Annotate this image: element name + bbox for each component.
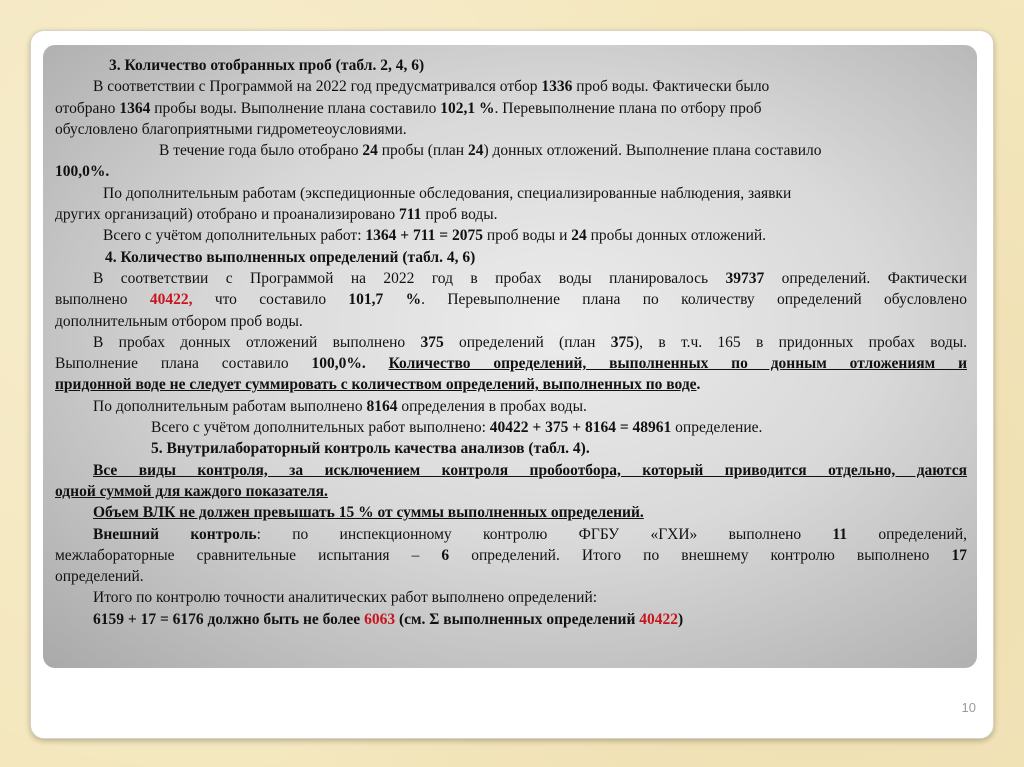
content-panel — [43, 45, 977, 668]
paragraph-line: Всего с учётом дополнительных работ выполнено: 40422 + 375 + 8164 = 48961 определение. — [151, 419, 763, 437]
paragraph-line: Объем ВЛК не должен превышать 15 % от суммы выполненных определений. — [93, 504, 644, 522]
paragraph-line: Итого по контролю точности аналитических работ выполнено определений: — [93, 589, 598, 607]
paragraph-line: В соответствии с Программой на 2022 год предусматривался отбор 1336 проб воды. Фактически было — [93, 78, 770, 96]
paragraph-line: По дополнительным работам выполнено 8164 определения в пробах воды. — [93, 397, 587, 415]
paragraph-line: межлабораторные сравнительные испытания – 6 определений. Итого по внешнему контролю выполнено 17 — [55, 546, 967, 564]
section-5-heading: 5. Внутрилабораторный контроль качества анализов (табл. 4). — [151, 440, 590, 458]
paragraph-line: Внешний контроль: по инспекционному контролю ФГБУ «ГХИ» выполнено 11 определений, — [93, 525, 967, 543]
paragraph-line: обусловлено благоприятными гидрометеоусловиями. — [55, 120, 407, 138]
paragraph-line: В течение года было отобрано 24 пробы (план 24) донных отложений. Выполнение плана составило — [159, 142, 822, 160]
section-3-heading: 3. Количество отобранных проб (табл. 2, 4, 6) — [109, 57, 425, 74]
paragraph-line: Всего с учётом дополнительных работ: 1364 + 711 = 2075 проб воды и 24 пробы донных отложений. — [103, 227, 767, 245]
paragraph-line: В соответствии с Программой на 2022 год в пробах воды планировалось 39737 определений. Фактически — [93, 269, 967, 287]
paragraph-line: отобрано 1364 пробы воды. Выполнение плана составило 102,1 %. Перевыполнение плана по отбору проб — [55, 99, 762, 117]
paragraph-line: выполнено 40422, что составило 101,7 %. Перевыполнение плана по количеству определений обусловлено — [55, 291, 967, 309]
paragraph-line: Выполнение плана составило 100,0%. Количество определений, выполненных по донным отложениям и — [55, 355, 968, 373]
section-4-heading: 4. Количество выполненных определений (табл. 4, 6) — [105, 248, 476, 266]
paragraph-line: По дополнительным работам (экспедиционные обследования, специализированные наблюдения, заявки — [103, 184, 792, 202]
paragraph-line: других организаций) отобрано и проанализировано 711 проб воды. — [55, 206, 498, 224]
paragraph-line: В пробах донных отложений выполнено 375 определений (план 375), в т.ч. 165 в придонных пробах воды. — [93, 333, 967, 351]
paragraph-line: определений. — [55, 568, 144, 586]
paragraph-line: Все виды контроля, за исключением контроля пробоотбора, который приводится отдельно, даются — [93, 461, 967, 479]
paragraph-line: одной суммой для каждого показателя. — [55, 482, 328, 500]
paragraph-line: дополнительным отбором проб воды. — [55, 312, 303, 330]
paragraph-line: придонной воде не следует суммировать с количеством определений, выполненных по воде. — [55, 376, 701, 394]
paragraph-line: 100,0%. — [55, 163, 110, 181]
page-number: 10 — [961, 700, 976, 715]
summary-line: 6159 + 17 = 6176 должно быть не более 6063 (см. Σ выполненных определений 40422) — [93, 610, 684, 628]
